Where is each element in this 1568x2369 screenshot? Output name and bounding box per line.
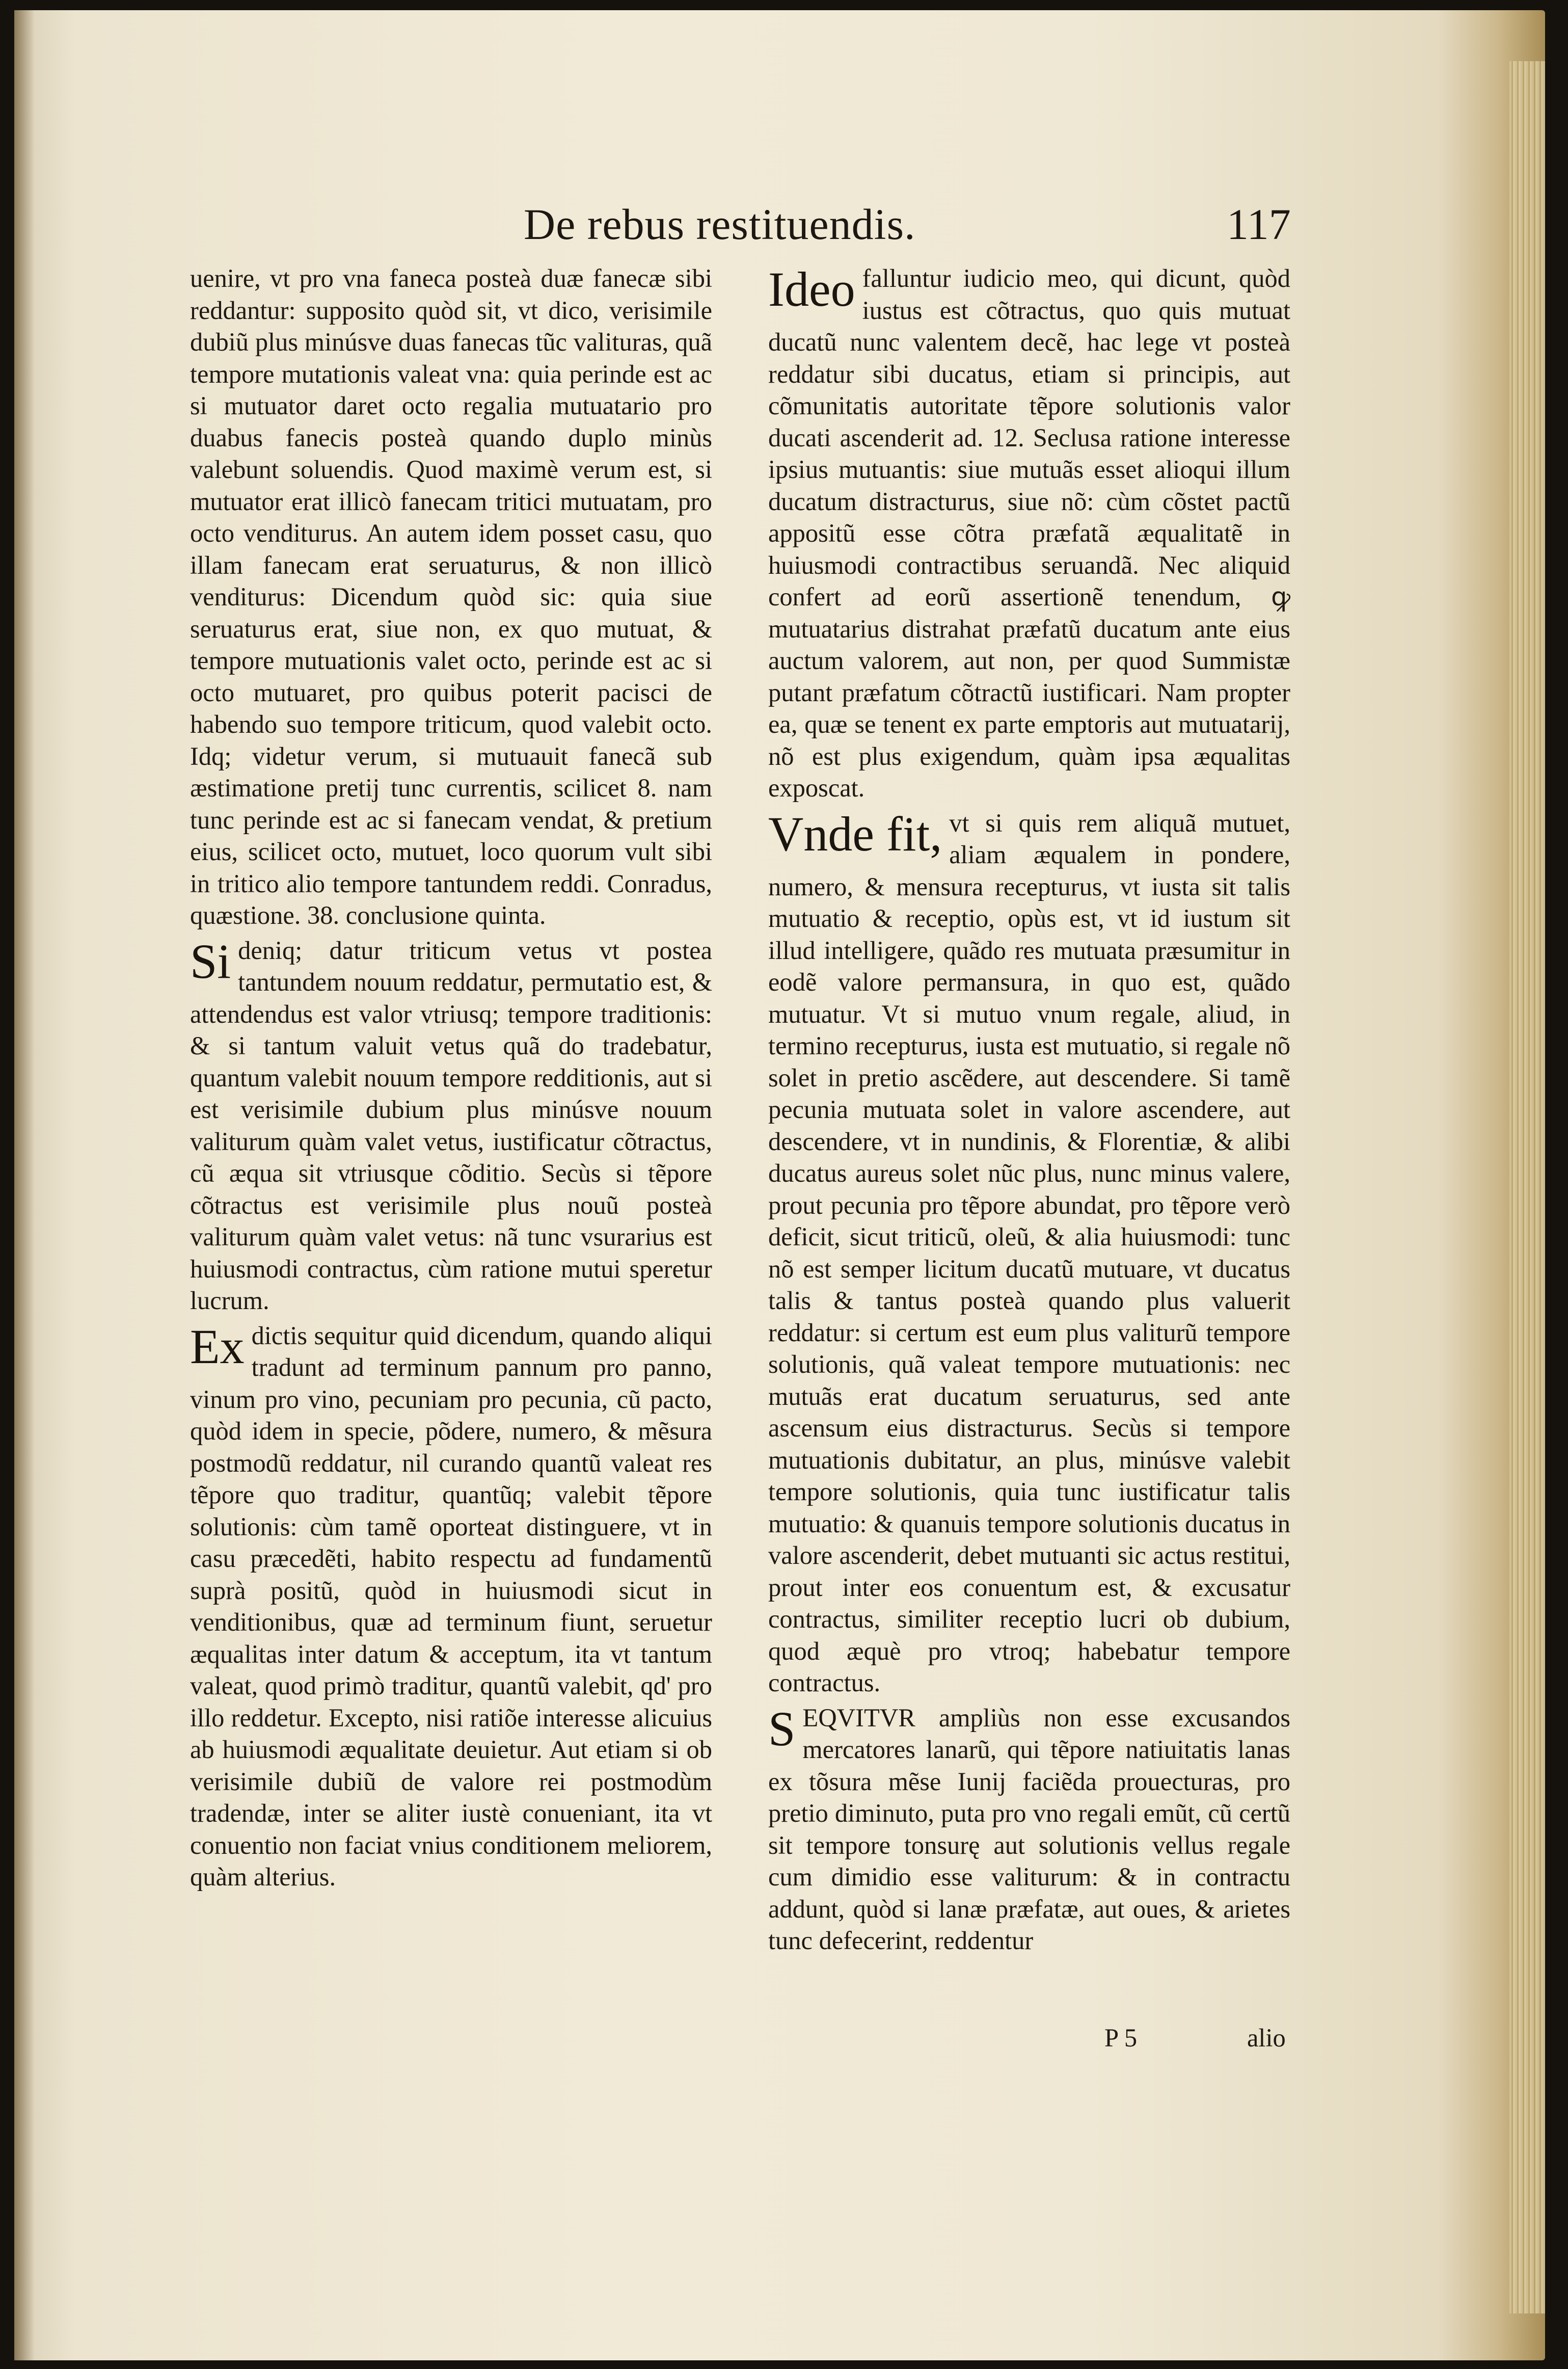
paragraph bbox=[768, 262, 1290, 804]
initial-word: Ex bbox=[190, 1319, 245, 1374]
initial-word: Vnde fit, bbox=[768, 806, 942, 861]
folio-number: 117 bbox=[1227, 200, 1291, 249]
initial-word: Si bbox=[190, 934, 231, 989]
paragraph-text: dictis sequitur quid dicendum, quando aliqui tradunt ad terminum pannum pro panno, vinum pro vino, pecuniam pro pecunia, cũ pacto, quòd idem in specie, põdere, numero, & mẽsura postmodũ reddatur, nil curando quantũ valeat res tẽpore quo traditur, quantũq; valebit tẽpore solutionis: cùm tamẽ oporteat distinguere, vt in casu præcedẽti, habito respectu ad fundamentũ suprà positũ, quòd in huiusmodi sicut in venditionibus, quæ ad terminum fiunt, seruetur æqualitas inter datum & acceptum, ita vt tantum valeat, quod primò traditur, quantũ valebit, qd' pro illo reddetur. Excepto, nisi ratiõe interesse alicuius ab huiusmodi æqualitate deuietur. Aut etiam si ob verisimile dubiũ de valore rei postmodùm tradendæ, inter se aliter iustè conueniant, ita vt conuentio non faciat vnius conditionem meliorem, quàm alterius. bbox=[190, 1321, 712, 1891]
left-column bbox=[190, 262, 712, 1896]
running-head: De rebus restituendis. bbox=[524, 200, 916, 249]
page-edges bbox=[1509, 61, 1545, 2313]
initial-word: Ideo bbox=[768, 262, 855, 316]
paragraph bbox=[768, 1702, 1290, 1957]
paragraph-text: falluntur iudicio meo, qui dicunt, quòd iustus est cõtractus, quo quis mutuat ducatũ nunc valentem decẽ, hac lege vt posteà reddatur sibi ducatus, etiam si principis, aut cõmunitatis autoritate tẽpore solutionis valor ducati ascenderit ad. 12. Seclusa ratione interesse ipsius mutuantis: siue mutuãs esset alioqui illum ducatum distracturus, siue nõ: cùm cõstet pactũ appositũ esse cõtra præfatã æqualitatẽ in huiusmodi contractibus seruandã. Nec aliquid confert ad eorũ assertionẽ tenendum, ꝙ mutuatarius distrahat præfatũ ducatum ante eius auctum valorem, aut non, per quod Summistæ putant præfatum cõtractũ iustificari. Nam propter ea, quæ se tenent ex parte emptoris aut mutuatarij, nõ est plus exigendum, quàm ipsa æqualitas exposcat. bbox=[768, 264, 1290, 802]
signature-mark: P 5 bbox=[1104, 2024, 1138, 2052]
paragraph-text: EQVITVR ampliùs non esse excusandos mercatores lanarũ, qui tẽpore natiuitatis lanas ex tõsura mẽse Iunij faciẽda prouecturas, pro pretio diminuto, puta pro vno regali emũt, cũ certũ sit tempore tonsurę aut solutionis vellus regale cum dimidio esse valiturum: & in contractu addunt, quòd si lanæ præfatæ, aut oues, & arietes tunc defecerint, reddentur bbox=[768, 1703, 1290, 1955]
paragraph-text: deniq; datur triticum vetus vt postea tantundem nouum reddatur, permutatio est, & attendendus est valor vtriusq; tempore traditionis: & si tantum valuit vetus quã do tradebatur, quantum valebit nouum tempore redditionis, aut si est verisimile dubium plus minúsve nouum valiturum quàm valet vetus, iustificatur cõtractus, cũ æqua sit vtriusque cõditio. Secùs si tẽpore cõtractus est verisimile plus nouũ posteà valiturum quàm valet vetus: nã tunc vsurarius est huiusmodi contractus, cùm ratione mutui speretur lucrum. bbox=[190, 936, 712, 1315]
paragraph-text: vt si quis rem aliquã mutuet, aliam æqualem in pondere, numero, & mensura recepturus, vt iusta sit talis mutuatio & receptio, opùs est, vt id iustum sit illud intelligere, quãdo res mutuata præsumitur in eodẽ valore permansura, in quo est, quãdo mutuatur. Vt si mutuo vnum regale, aliud, in termino recepturus, iusta est mutuatio, si regale nõ solet in pretio ascẽdere, aut descendere. Si tamẽ pecunia mutuata solet in valore ascendere, aut descendere, vt in nundinis, & Florentiæ, & alibi ducatus aureus solet nũc plus, nunc minus valere, prout pecunia pro tẽpore abundat, pro tẽpore verò deficit, sicut triticũ, oleũ, & alia huiusmodi: tunc nõ est semper licitum ducatũ mutuare, vt ducatus talis & tantus posteà quando plus valuerit reddatur: si certum est eum plus valiturũ tempore solutionis, quã valeat tempore mutuationis: nec mutuãs erat ducatum seruaturus, sed ante ascensum eius distracturus. Secùs si tempore mutuationis dubitatur, an plus, minúsve valebit tempore solutionis, quia tunc iustificatur talis mutuatio: & quanuis tempore solutionis ducatus in valore ascenderit, debet mutuanti sic actus restitui, prout inter eos conuentum est, & excusatur contractus, similiter receptio lucri ob dubium, quod æquè pro vtroq; habebatur tempore contractus. bbox=[768, 808, 1290, 1697]
paragraph bbox=[190, 1320, 712, 1893]
paragraph bbox=[768, 807, 1290, 1699]
right-column bbox=[768, 262, 1290, 1960]
binding-shadow bbox=[14, 10, 35, 2360]
catchword: alio bbox=[1247, 2024, 1286, 2052]
paragraph bbox=[190, 262, 712, 931]
paragraph-text: uenire, vt pro vna faneca posteà duæ fanecæ sibi reddantur: supposito quòd sit, vt dico, verisimile dubiũ plus minúsve duas fanecas tũc valituras, quã tempore mutationis valeat vna: quia perinde est ac si mutuator daret octo regalia mutuatario pro duabus fanecis posteà quando duplo minùs valebunt soluendis. Quod maximè verum est, si mutuator erat illicò fanecam tritici mutuatam, pro octo venditurus. An autem idem posset casu, quo illam fanecam erat seruaturus, & non illicò venditurus: Dicendum quòd sic: quia siue seruaturus erat, siue non, ex quo mutuat, & tempore mutuationis valet octo, perinde est ac si octo mutuaret, pro quibus poterit pacisci de habendo suo tempore triticum, quod valebit octo. Idq; videtur verum, si mutuauit fanecã sub æstimatione pretij tunc currentis, scilicet 8. nam tunc perinde est ac si fanecam vendat, & pretium eius, scilicet octo, mutuet, loco quorum vult sibi in tritico alio tempore tantundem reddi. Conradus, quæstione. 38. conclusione quinta. bbox=[190, 264, 712, 929]
initial-word: S bbox=[768, 1701, 796, 1756]
paragraph bbox=[190, 935, 712, 1317]
book-page bbox=[14, 10, 1545, 2360]
